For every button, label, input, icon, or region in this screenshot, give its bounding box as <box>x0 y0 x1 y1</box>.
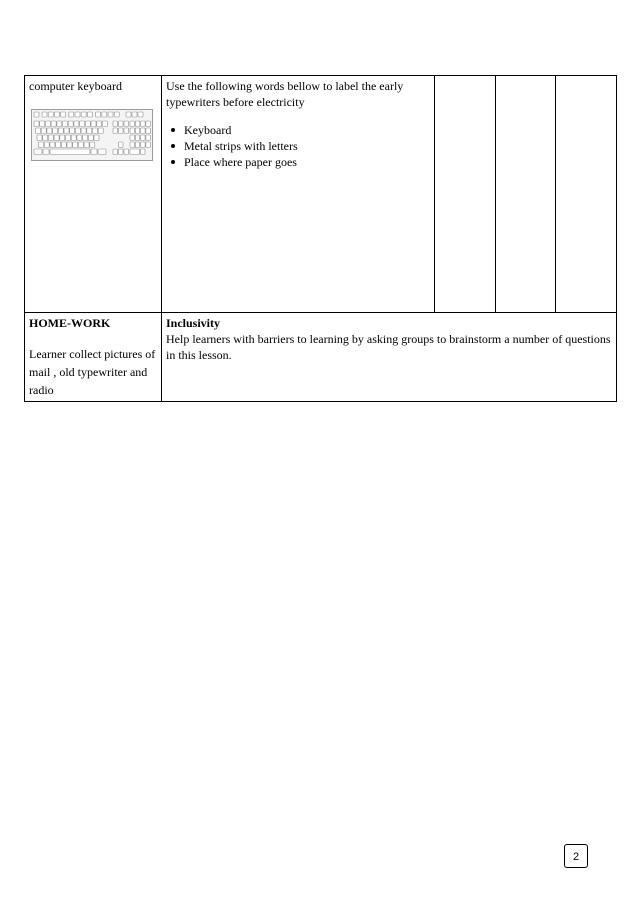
keyboard-key <box>141 121 146 127</box>
keyboard-key <box>44 142 49 148</box>
word-list <box>166 122 430 170</box>
keyboard-key <box>64 128 69 134</box>
keyboard-key <box>119 121 124 127</box>
keyboard-key <box>141 142 146 148</box>
homework-text: Learner collect pictures of mail , old typewriter and radio <box>29 347 156 397</box>
keyboard-key <box>119 128 124 134</box>
inclusivity-cell <box>162 313 617 402</box>
empty-cell-2 <box>496 76 556 313</box>
keyboard-key <box>83 135 88 141</box>
keyboard-key <box>69 112 74 117</box>
resource-label: computer keyboard <box>29 79 122 93</box>
keyboard-key <box>130 149 140 155</box>
keyboard-key <box>50 142 55 148</box>
keyboard-key <box>130 142 135 148</box>
keyboard-key <box>91 121 96 127</box>
keyboard-key <box>37 135 42 141</box>
empty-cell-1 <box>435 76 496 313</box>
keyboard-key <box>43 135 48 141</box>
keyboard-key <box>146 121 151 127</box>
keyboard-key <box>98 149 106 155</box>
keyboard-key <box>146 135 151 141</box>
empty-cell-3 <box>556 76 617 313</box>
keyboard-key <box>71 135 76 141</box>
keyboard-key <box>98 128 103 134</box>
keyboard-key <box>124 121 129 127</box>
activity-cell <box>162 76 435 313</box>
keyboard-key <box>43 149 49 155</box>
keyboard-key <box>45 121 50 127</box>
keyboard-key <box>102 121 107 127</box>
keyboard-key <box>138 112 143 117</box>
keyboard-key <box>97 121 102 127</box>
keyboard-key <box>146 142 151 148</box>
keyboard-key <box>34 149 42 155</box>
keyboard-key <box>119 142 124 148</box>
keyboard-key <box>85 121 90 127</box>
keyboard-key <box>130 128 135 134</box>
lesson-plan-table <box>24 75 617 402</box>
table-row <box>25 76 617 313</box>
keyboard-key <box>141 128 146 134</box>
keyboard-key <box>141 135 146 141</box>
keyboard-key <box>75 112 80 117</box>
instruction-line-2: typewriters before electricity <box>166 95 305 109</box>
page-number: 2 <box>564 844 588 868</box>
keyboard-key <box>124 128 129 134</box>
keyboard-key <box>135 135 140 141</box>
keyboard-key <box>61 142 66 148</box>
instruction-line-1: Use the following words bellow to label the early <box>166 79 404 93</box>
keyboard-key <box>70 128 75 134</box>
keyboard-key <box>47 128 52 134</box>
keyboard-key <box>81 112 86 117</box>
keyboard-key <box>48 112 53 117</box>
keyboard-key <box>146 128 151 134</box>
keyboard-key <box>93 128 98 134</box>
inclusivity-text: Help learners with barriers to learning by asking groups to brainstorm a number of questions in this lesson. <box>166 332 611 362</box>
keyboard-key <box>113 121 118 127</box>
homework-cell <box>25 313 162 402</box>
keyboard-key <box>34 112 39 117</box>
list-item: Place where paper goes <box>184 154 430 170</box>
homework-heading: HOME-WORK <box>29 316 111 330</box>
keyboard-key <box>63 121 68 127</box>
keyboard-key <box>77 135 82 141</box>
keyboard-key <box>119 149 124 155</box>
keyboard-key <box>51 121 56 127</box>
keyboard-key <box>88 135 93 141</box>
keyboard-key <box>87 112 92 117</box>
keyboard-key <box>39 142 44 148</box>
keyboard-key <box>102 112 107 117</box>
resource-cell <box>25 76 162 313</box>
list-item: Metal strips with letters <box>184 138 430 154</box>
keyboard-key <box>56 142 61 148</box>
keyboard-key <box>78 142 83 148</box>
keyboard-key <box>124 149 129 155</box>
keyboard-key <box>132 112 137 117</box>
keyboard-key <box>41 128 46 134</box>
keyboard-key <box>90 142 95 148</box>
keyboard-key <box>114 112 119 117</box>
keyboard-key <box>113 128 118 134</box>
keyboard-key <box>87 128 92 134</box>
keyboard-image <box>31 109 153 161</box>
keyboard-key <box>73 142 78 148</box>
keyboard-key <box>54 135 59 141</box>
keyboard-key <box>53 128 58 134</box>
keyboard-key <box>81 128 86 134</box>
keyboard-key <box>135 142 140 148</box>
keyboard-key <box>61 112 66 117</box>
keyboard-key <box>50 149 90 155</box>
keyboard-key <box>58 128 63 134</box>
keyboard-key <box>42 112 47 117</box>
keyboard-key <box>130 135 135 141</box>
keyboard-key <box>48 135 53 141</box>
keyboard-key <box>80 121 85 127</box>
keyboard-key <box>94 135 99 141</box>
keyboard-key <box>57 121 62 127</box>
keyboard-key <box>66 135 71 141</box>
keyboard-key <box>108 112 113 117</box>
list-item: Keyboard <box>184 122 430 138</box>
keyboard-key <box>36 128 41 134</box>
keyboard-key <box>91 149 97 155</box>
keyboard-key <box>54 112 59 117</box>
inclusivity-heading: Inclusivity <box>166 316 221 330</box>
table-row <box>25 313 617 402</box>
keyboard-key <box>60 135 65 141</box>
keyboard-key <box>40 121 45 127</box>
keyboard-key <box>126 112 131 117</box>
keyboard-key <box>135 121 140 127</box>
keyboard-key <box>84 142 89 148</box>
keyboard-key <box>74 121 79 127</box>
keyboard-key <box>135 128 140 134</box>
keyboard-key <box>75 128 80 134</box>
keyboard-key <box>130 121 135 127</box>
keyboard-key <box>34 121 39 127</box>
keyboard-key <box>96 112 101 117</box>
keyboard-key <box>113 149 118 155</box>
keyboard-key <box>68 121 73 127</box>
keyboard-key <box>141 149 146 155</box>
keyboard-key <box>67 142 72 148</box>
